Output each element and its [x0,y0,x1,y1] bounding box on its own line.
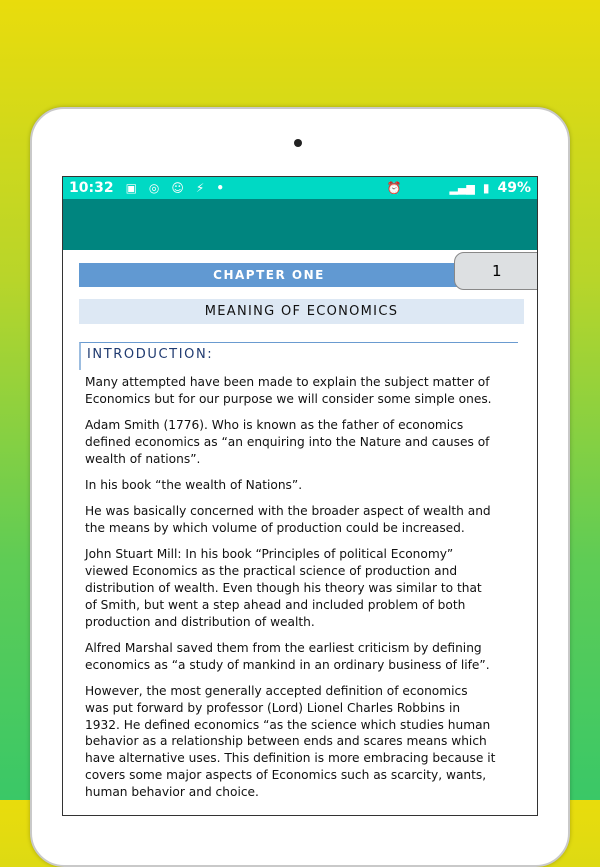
paragraph [85,374,525,408]
text-line: human behavior and choice. [85,784,259,799]
paragraph [85,683,525,801]
clock: 10:32 [69,180,114,196]
text-line: 1932. He defined economics “as the science which studies human [85,717,491,732]
battery-level: 49% [497,180,531,196]
flash-icon: ⚡ [195,181,205,195]
text-line: He was basically concerned with the broader aspect of wealth and [85,504,491,519]
text-line: Alfred Marshal saved them from the earliest criticism by defining [85,640,482,655]
chapter-heading: MEANING OF ECONOMICS [79,299,524,324]
text-line: was put forward by professor (Lord) Lionel Charles Robbins in [85,700,461,715]
text-line: have alternative uses. This definition is more embracing because it [85,751,496,766]
signal-icon: ▂▄▆ [449,181,475,195]
battery-icon: ▮ [482,181,490,195]
paragraph [85,417,525,467]
paragraph [85,503,525,537]
text-line: the means by which volume of production could be increased. [85,521,465,536]
text-line: In his book “the wealth of Nations”. [85,477,303,492]
text-line: Economics but for our purpose we will consider some simple ones. [85,391,492,406]
text-line: Many attempted have been made to explain the subject matter of [85,375,490,389]
paragraph [85,477,525,494]
text-line: John Stuart Mill: In his book “Principles of political Economy” [85,547,454,562]
chapter-title: CHAPTER ONE [79,263,459,287]
text-line: production and distribution of wealth. [85,614,315,629]
hotspot-icon: ◎ [148,181,160,195]
camera [294,139,302,147]
paragraph [85,546,525,630]
screenshot-icon: ▣ [125,181,137,195]
paragraph [85,640,525,674]
screen [62,176,538,816]
page-number-tab[interactable]: 1 [454,252,538,290]
alarm-icon: ⏰ [386,181,402,195]
text-line: distribution of wealth. Even though his theory was similar to that [85,580,482,595]
section-heading: INTRODUCTION: [79,342,518,370]
text-line: defined economics as “an enquiring into the Nature and causes of [85,434,490,449]
dot-icon: • [216,181,225,195]
chapter-body [85,374,525,810]
text-line: behavior as a relationship between ends and scares means which [85,734,487,749]
text-line: wealth of nations”. [85,451,201,466]
assistant-icon: ☺ [171,181,184,195]
text-line: covers some major aspects of Economics such as scarcity, wants, [85,767,487,782]
text-line: However, the most generally accepted definition of economics [85,683,468,698]
status-bar [63,177,537,199]
text-line: viewed Economics as the practical science of production and [85,564,458,579]
text-line: Adam Smith (1776). Who is known as the father of economics [85,418,464,433]
text-line: economics as “a study of mankind in an ordinary business of life”. [85,657,490,672]
text-line: of Smith, but went a step ahead and included problem of both [85,597,466,612]
app-bar [63,199,537,250]
